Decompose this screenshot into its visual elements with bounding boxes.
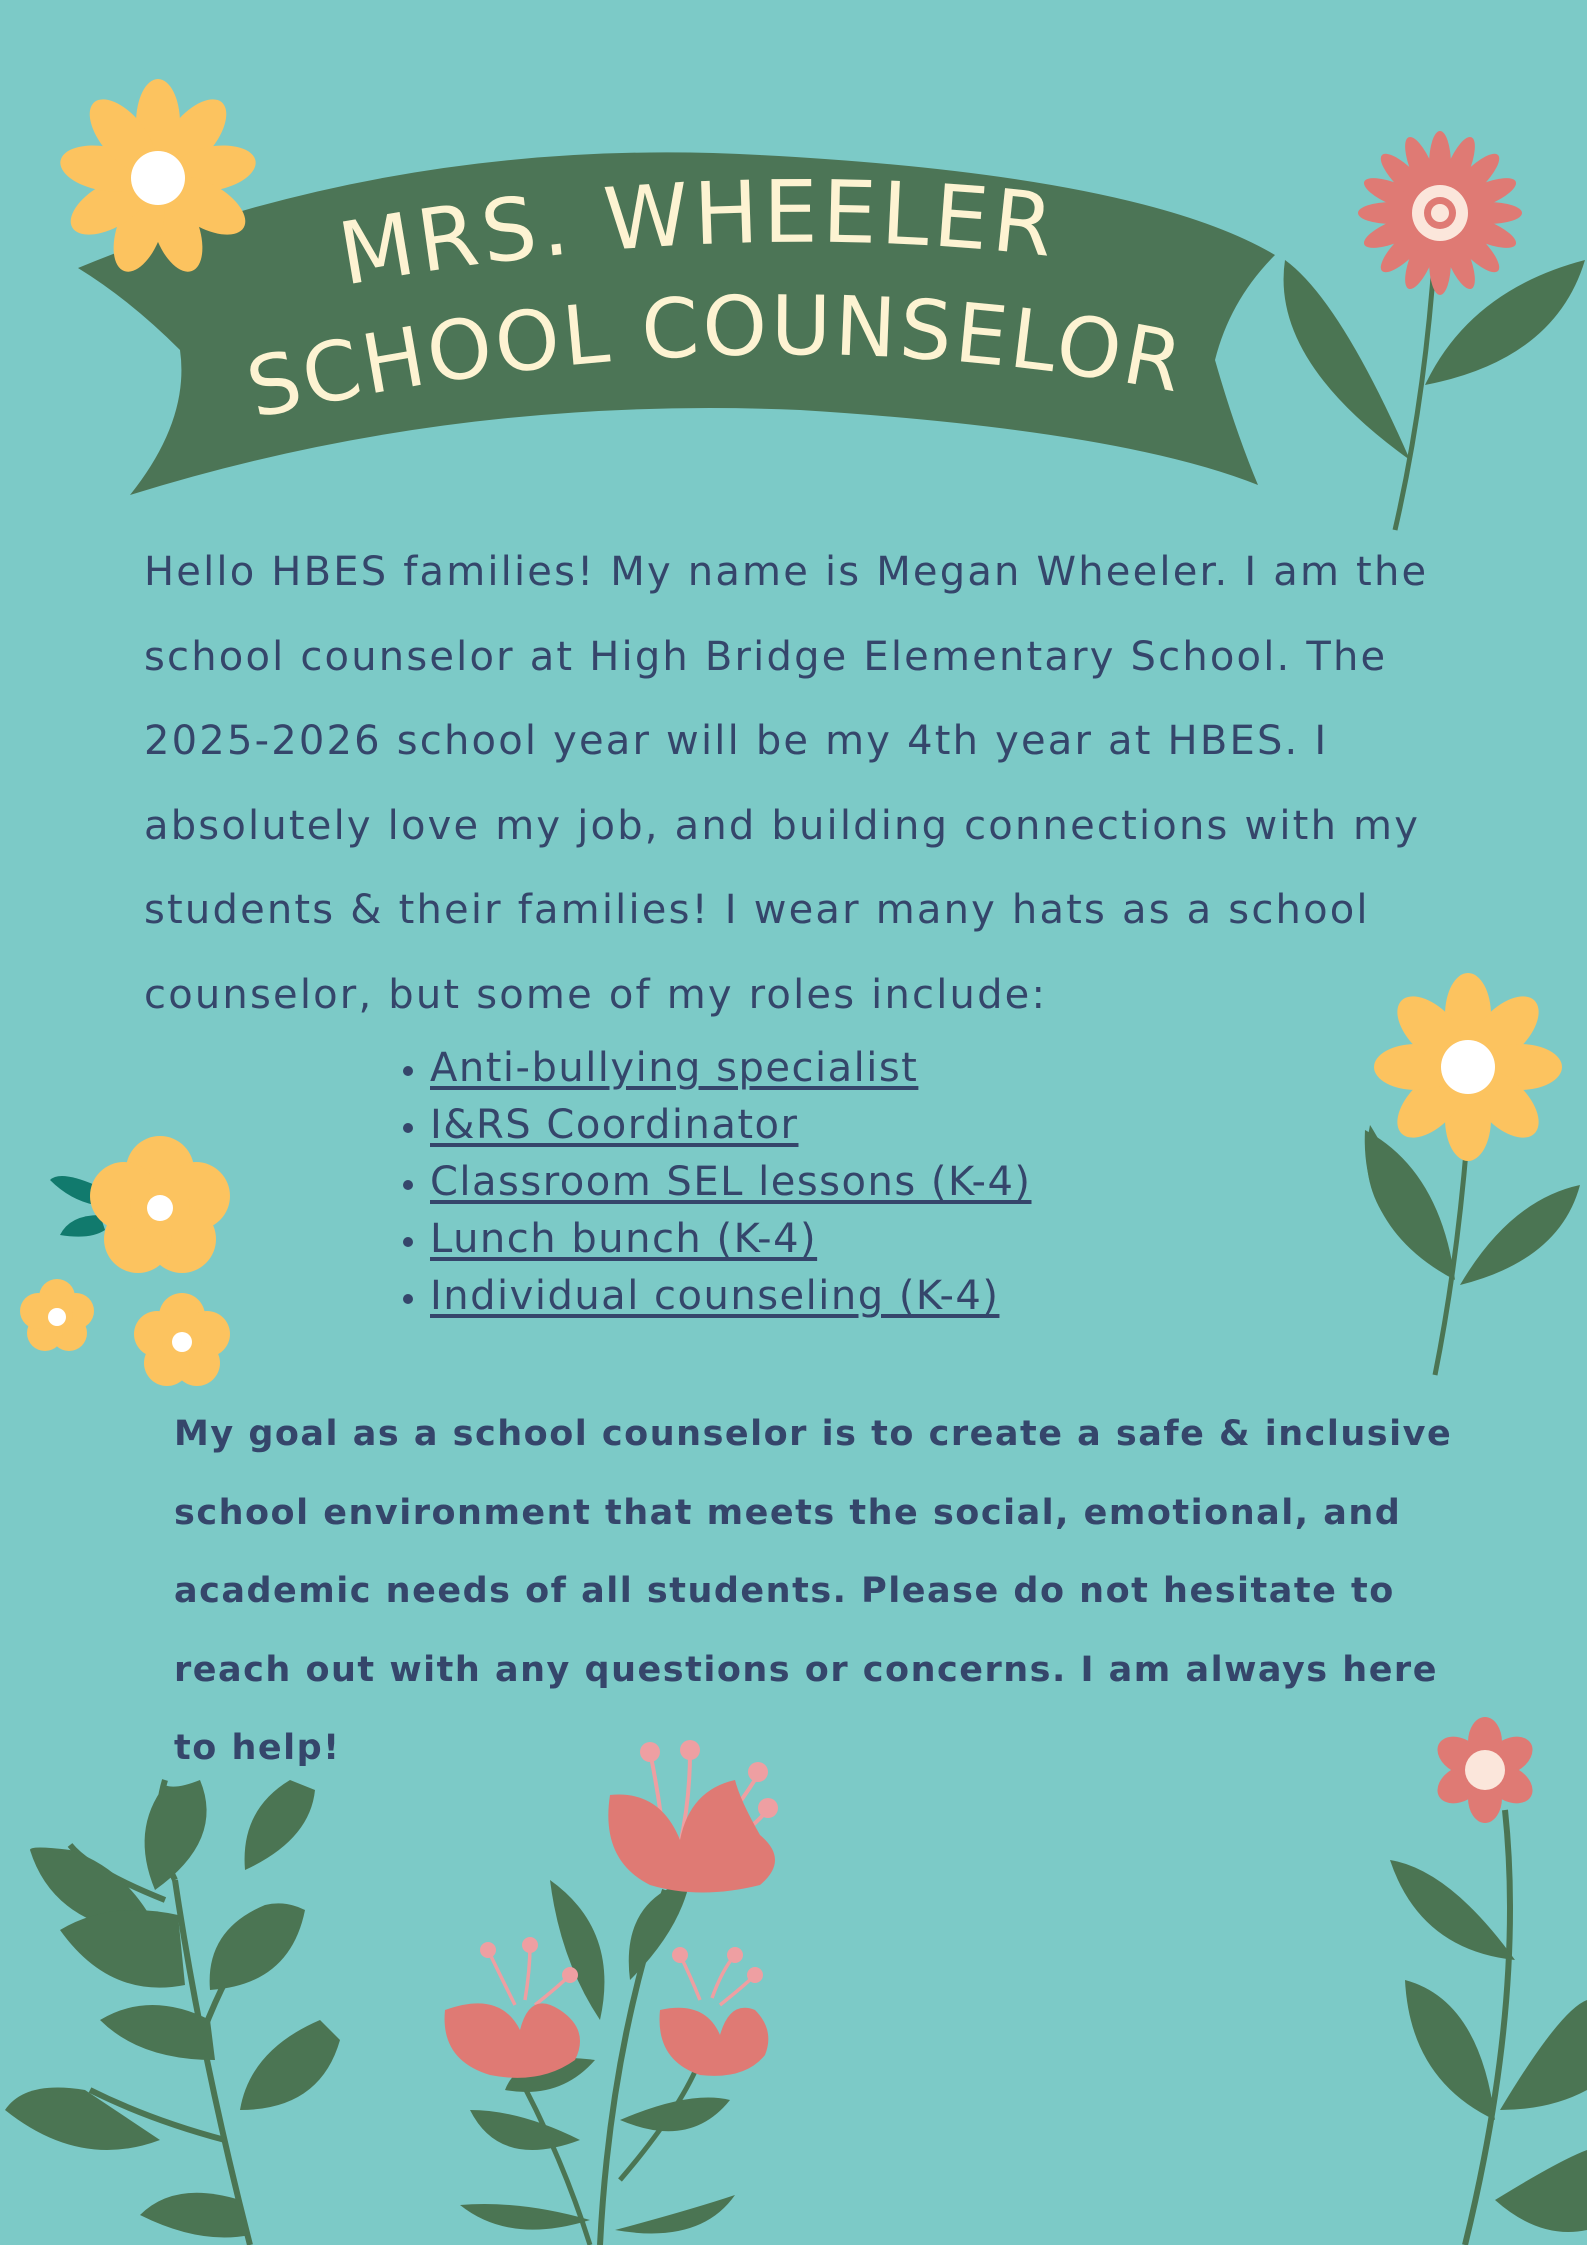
role-item: • Lunch bunch (K-4) <box>430 1211 1230 1268</box>
pink-flower-right-icon <box>1390 1717 1587 2245</box>
roles-list <box>430 1040 1230 1325</box>
banner-title <box>0 0 1587 600</box>
intro-paragraph: Hello HBES families! My name is Megan Wheeler. I am the school counselor at High Bridge Elementary School. The 2025-2026 school year will be my 4th year at HBES. I absolutely love my job, and building connections with my students & their families! I wear many hats as a school counselor, but some of my roles include: <box>144 549 1429 1018</box>
banner-line-1: MRS. WHEELER <box>331 162 1062 306</box>
role-item: • Classroom SEL lessons (K-4) <box>430 1154 1230 1211</box>
goal-paragraph: My goal as a school counselor is to create a safe & inclusive school environment that meets the social, emotional, and academic needs of all students. Please do not hesitate to reach out with any questions or concerns. I am always here to help! <box>174 1414 1453 1768</box>
pink-flowers-bottom-icon <box>445 1740 778 2245</box>
yellow-flower-cluster-icon <box>20 1136 230 1386</box>
role-item: • I&RS Coordinator <box>430 1097 1230 1154</box>
leaf-branch-icon <box>5 1780 340 2245</box>
role-item: • Anti-bullying specialist <box>430 1040 1230 1097</box>
svg-text:SCHOOL COUNSELOR <box>239 279 1193 437</box>
role-item: • Individual counseling (K-4) <box>430 1268 1230 1325</box>
banner-line-2: SCHOOL COUNSELOR <box>238 278 1193 438</box>
